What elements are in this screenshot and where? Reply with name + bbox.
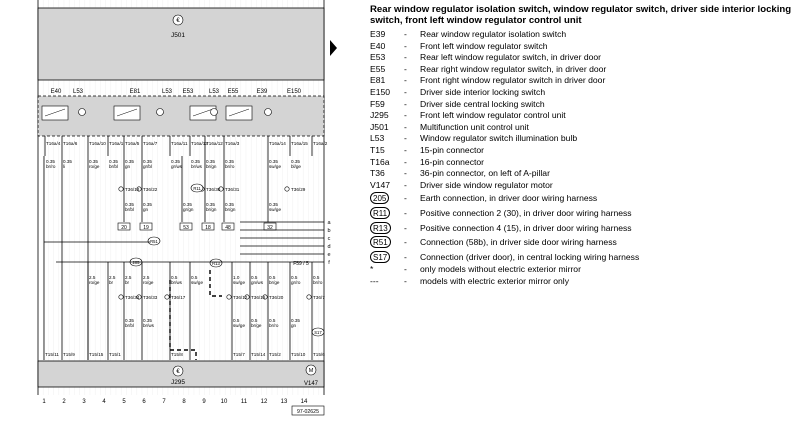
- legend-dash: -: [404, 75, 407, 86]
- bus-letter: e: [327, 252, 331, 258]
- column-number: 6: [142, 399, 146, 405]
- wire-colour: gr/ws: [171, 164, 182, 169]
- wire-colour: br/ro: [225, 164, 235, 169]
- connection-label: R13: [212, 260, 220, 266]
- column-number: 9: [202, 399, 206, 405]
- switch-label: L53: [161, 89, 173, 95]
- t16a-pin-label: T16a/4: [46, 141, 61, 146]
- legend-list: [370, 29, 795, 287]
- t16a-pin-label: T16a/15: [291, 141, 308, 146]
- t15-pin-label: T15/2: [269, 352, 281, 357]
- legend-description: Driver side interior locking switch: [420, 86, 546, 97]
- wire-colour: ro/ge: [89, 164, 100, 169]
- t36-pin-label: T36/34: [125, 295, 140, 300]
- legend-code: E53: [370, 52, 386, 63]
- wire-colour: gr/ro: [291, 280, 301, 285]
- column-number: 7: [162, 399, 166, 405]
- legend-item: [370, 122, 795, 134]
- legend-description: Connection (driver door), in central locking wiring harness: [420, 251, 640, 262]
- wire-colour: li: [63, 164, 66, 169]
- t15-pin-label: T15/14: [251, 352, 266, 357]
- wire-colour: br/ws: [191, 164, 202, 169]
- wire-gauge: 0.35: [269, 159, 278, 164]
- column-number: 1: [42, 399, 46, 405]
- legend-dash: -: [404, 121, 407, 132]
- connection-label: S17: [314, 329, 322, 335]
- legend-description: Front right window regulator switch in driver door: [420, 75, 606, 86]
- wire-gauge: 0.35: [125, 318, 134, 323]
- column-number: 12: [260, 399, 268, 405]
- legend-dash: -: [404, 207, 407, 218]
- wire-gauge: 0.5: [291, 275, 298, 280]
- wire-colour: gr/gn: [183, 207, 194, 212]
- column-number: 2: [62, 399, 66, 405]
- legend-item: [370, 87, 795, 99]
- t15-pin-label: T15/15: [89, 352, 104, 357]
- legend-description: 15-pin connector: [420, 144, 485, 155]
- legend-dash: -: [404, 264, 407, 275]
- t15-pin-label: T15/10: [291, 352, 306, 357]
- legend-dash: -: [404, 98, 407, 109]
- switch-label: E55: [227, 89, 239, 95]
- legend-description: Positive connection 4 (15), in driver door wiring harness: [420, 222, 632, 233]
- wire-gauge: 0.5: [171, 275, 178, 280]
- legend-dash: -: [404, 86, 407, 97]
- wire-gauge: 0.5: [313, 275, 320, 280]
- wire-colour: br: [125, 280, 130, 285]
- optional-wire: [210, 270, 222, 296]
- legend-item: [370, 180, 795, 192]
- legend-code: T36: [370, 168, 385, 179]
- wire-gauge: 0.35: [206, 159, 215, 164]
- column-number: 10: [220, 399, 228, 405]
- bulb-icon: [79, 109, 86, 116]
- wire-gauge: 0.5: [233, 318, 240, 323]
- legend-connection-item: [370, 206, 795, 221]
- legend-description: Rear right window regulator switch, in driver door: [420, 63, 607, 74]
- t36-connector-icon: [165, 295, 169, 299]
- fuse-label: F59 / 5: [293, 261, 309, 267]
- legend-code: ---: [370, 275, 379, 286]
- motor-symbol: M: [308, 368, 314, 374]
- j501-label: J501: [170, 32, 186, 39]
- legend-code: J501: [370, 121, 389, 132]
- t16a-pin-label: T16a/11: [171, 141, 188, 146]
- wire-gauge: 0.35: [63, 159, 72, 164]
- legend-code: E150: [370, 86, 391, 97]
- legend-description: Multifunction unit control unit: [420, 121, 529, 132]
- wire-gauge: 0.35: [89, 159, 98, 164]
- t16a-pin-label: T16a/7: [143, 141, 158, 146]
- column-number: 13: [280, 399, 288, 405]
- bus-letter: d: [327, 244, 331, 250]
- legend-code: R11: [370, 206, 390, 221]
- t16a-pin-label: T16a/12: [206, 141, 223, 146]
- wire-gauge: 2.5: [143, 275, 150, 280]
- bus-letter: a: [327, 220, 331, 226]
- wire-gauge: 0.35: [191, 159, 200, 164]
- legend-item: [370, 41, 795, 53]
- wire-gauge: 0.35: [143, 318, 152, 323]
- t36-pin-label: T36/22: [143, 187, 158, 192]
- wire-colour: br/bl: [125, 323, 134, 328]
- wire-colour: br/ro: [46, 164, 56, 169]
- ref-box-label: 53: [183, 225, 189, 231]
- legend-description: models with electric exterior mirror only: [420, 275, 569, 286]
- t15-pin-label: T15/1: [109, 352, 121, 357]
- legend-code: L53: [370, 133, 385, 144]
- switch-label: E81: [129, 89, 141, 95]
- legend-dash: -: [404, 110, 407, 121]
- switch-label: E40: [50, 89, 62, 95]
- t36-connector-icon: [227, 295, 231, 299]
- legend-description: Front left window regulator control unit: [420, 110, 566, 121]
- wire-colour: sw/ge: [269, 164, 282, 169]
- column-number: 4: [102, 399, 106, 405]
- doc-ref-label: 97-02625: [297, 409, 319, 415]
- wire-gauge: 0.35: [143, 202, 152, 207]
- ref-box-label: 32: [267, 225, 273, 231]
- legend-dash: -: [404, 63, 407, 74]
- legend-description: Front left window regulator switch: [420, 40, 548, 51]
- t15-pin-label: T15/9: [63, 352, 75, 357]
- wire-colour: bl/ge: [291, 164, 301, 169]
- legend-connection-item: [370, 191, 795, 206]
- wire-colour: br/ws: [143, 323, 154, 328]
- legend-dash: -: [404, 29, 407, 39]
- wire-colour: sw/ge: [233, 280, 246, 285]
- t36-pin-label: T36/31: [225, 187, 240, 192]
- wire-colour: br/bl: [109, 164, 118, 169]
- motor-label: V147: [303, 381, 319, 387]
- switch-bank: [38, 96, 324, 136]
- legend-item: [370, 168, 795, 180]
- legend-title: Rear window regulator isolation switch, window regulator switch, driver side interior locking switch, front left window regulator control unit: [370, 4, 792, 26]
- t16a-pin-label: T16a/5: [125, 141, 140, 146]
- t15-pin-label: T15/7: [233, 352, 245, 357]
- t36-connector-icon: [119, 295, 123, 299]
- wire-gauge: 0.5: [269, 318, 276, 323]
- legend-description: Driver side central locking switch: [420, 98, 545, 109]
- legend-dash: -: [404, 179, 407, 190]
- wire-colour: ro/ge: [89, 280, 100, 285]
- switch-icon: [114, 106, 140, 120]
- ref-box-label: 19: [143, 225, 149, 231]
- t15-pin-label: T15/6: [313, 352, 325, 357]
- t36-connector-icon: [307, 295, 311, 299]
- wire-colour: gn: [143, 207, 149, 212]
- t16a-pin-label: T16a/14: [269, 141, 286, 146]
- ref-box-label: 18: [205, 225, 211, 231]
- ref-box-label: 48: [225, 225, 231, 231]
- wire-colour: br/gn: [206, 164, 217, 169]
- wire-colour: br: [109, 280, 114, 285]
- legend-panel: [370, 4, 795, 287]
- wire-colour: sw/ge: [233, 323, 246, 328]
- legend-code: *: [370, 264, 374, 275]
- t15-pin-label: T15/11: [45, 352, 59, 357]
- legend-code: J295: [370, 110, 389, 121]
- t36-pin-label: T36/33: [143, 295, 158, 300]
- legend-code: 205: [370, 191, 389, 206]
- switch-label: E150: [286, 89, 302, 95]
- wire-gauge: 2.5: [125, 275, 132, 280]
- switch-label: E39: [256, 89, 268, 95]
- t36-connector-icon: [119, 187, 123, 191]
- legend-connection-item: [370, 235, 795, 250]
- t16a-pin-label: T16a/3: [225, 141, 240, 146]
- wire-gauge: 0.5: [251, 318, 258, 323]
- bus-letter: f: [328, 260, 330, 266]
- wire-gauge: 0.35: [206, 202, 215, 207]
- legend-description: 16-pin connector: [420, 156, 485, 167]
- wire-colour: br/ro: [313, 280, 323, 285]
- legend-code: E39: [370, 29, 386, 39]
- optional-wire: [170, 280, 196, 360]
- wire-colour: br/ge: [269, 280, 280, 285]
- legend-note: [370, 276, 795, 288]
- legend-item: [370, 52, 795, 64]
- legend-dash: -: [404, 237, 407, 248]
- legend-item: [370, 145, 795, 157]
- wire-gauge: 0.35: [225, 159, 234, 164]
- legend-dash: -: [404, 144, 407, 155]
- wire-colour: br/gn: [225, 207, 236, 212]
- t36-pin-label: T36/20: [269, 295, 284, 300]
- t36-pin-label: T36/17: [171, 295, 186, 300]
- switch-label: E53: [182, 89, 194, 95]
- legend-item: [370, 133, 795, 145]
- wire-gauge: 0.35: [269, 202, 278, 207]
- wire-gauge: 0.35: [225, 202, 234, 207]
- wire-colour: gn: [125, 164, 131, 169]
- wire-gauge: 2.5: [109, 275, 116, 280]
- legend-code: R51: [370, 235, 391, 250]
- wire-gauge: 0.35: [125, 159, 134, 164]
- connection-label: R51: [150, 238, 158, 244]
- wire-colour: br/ge: [251, 323, 262, 328]
- wire-gauge: 0.5: [251, 275, 258, 280]
- wire-colour: br/ws: [171, 280, 182, 285]
- column-number: 3: [82, 399, 86, 405]
- wire-colour: br/bl: [125, 207, 134, 212]
- legend-code: F59: [370, 98, 385, 109]
- connection-label: R11: [193, 185, 201, 191]
- wire-gauge: 0.35: [143, 159, 152, 164]
- t16a-pin-label: T16a/1: [109, 141, 124, 146]
- t36-pin-label: T36/30: [206, 187, 221, 192]
- arrow-right-icon: [330, 40, 337, 56]
- wire-colour: sw/ge: [269, 207, 282, 212]
- wire-gauge: 0.5: [191, 275, 198, 280]
- switch-label: L53: [208, 89, 220, 95]
- legend-dash: -: [404, 222, 407, 233]
- switch-icon: [42, 106, 68, 120]
- wire-colour: br/ro: [269, 323, 279, 328]
- ground-symbol: €: [176, 369, 180, 375]
- column-number: 8: [182, 399, 186, 405]
- bus-letter: b: [327, 228, 331, 234]
- ref-box-label: 20: [121, 225, 127, 231]
- bulb-icon: [211, 109, 218, 116]
- t15-pin-label: T15/8: [171, 352, 183, 357]
- bus-letter: c: [327, 236, 331, 242]
- column-number: 11: [240, 399, 248, 405]
- legend-description: 36-pin connector, on left of A-pillar: [420, 168, 550, 179]
- legend-dash: -: [404, 193, 407, 204]
- legend-note: [370, 264, 795, 276]
- legend-dash: -: [404, 156, 407, 167]
- ground-symbol: €: [176, 18, 180, 24]
- wire-gauge: 0.35: [46, 159, 55, 164]
- legend-dash: -: [404, 52, 407, 63]
- t16a-pin-label: T16a/10: [89, 141, 106, 146]
- legend-item: [370, 110, 795, 122]
- legend-code: E81: [370, 75, 386, 86]
- legend-description: Positive connection 2 (30), in driver door wiring harness: [420, 207, 632, 218]
- legend-dash: -: [404, 251, 407, 262]
- switch-label: L53: [72, 89, 84, 95]
- switch-icon: [226, 106, 252, 120]
- wiring-diagram: [0, 0, 330, 425]
- t16a-pin-label: T16a/6: [63, 141, 78, 146]
- legend-description: Window regulator switch illumination bulb: [420, 133, 578, 144]
- legend-description: Rear left window regulator switch, in driver door: [420, 52, 602, 63]
- legend-description: Connection (58b), in driver side door wiring harness: [420, 237, 617, 248]
- wire-gauge: 0.35: [109, 159, 118, 164]
- wire-colour: sw/ge: [191, 280, 204, 285]
- wire-colour: gn/ws: [251, 280, 264, 285]
- wire-colour: gr/bl: [143, 164, 152, 169]
- legend-item: [370, 29, 795, 41]
- legend-description: Earth connection, in driver door wiring harness: [420, 193, 598, 204]
- connection-label: 205: [132, 259, 140, 265]
- wire-gauge: 0.35: [291, 318, 300, 323]
- j295-label: J295: [170, 379, 186, 386]
- wire-gauge: 0.35: [291, 159, 300, 164]
- bulb-icon: [265, 109, 272, 116]
- legend-description: only models without electric exterior mirror: [420, 264, 581, 275]
- legend-code: E55: [370, 63, 386, 74]
- legend-description: Rear window regulator isolation switch: [420, 29, 567, 39]
- t36-pin-label: T36/12: [233, 295, 248, 300]
- legend-item: [370, 64, 795, 76]
- legend-item: [370, 157, 795, 169]
- t36-pin-label: T36/29: [291, 187, 306, 192]
- t36-pin-label: T36/18: [125, 187, 140, 192]
- legend-item: [370, 75, 795, 87]
- legend-connection-item: [370, 250, 795, 265]
- wire-gauge: 1.0: [233, 275, 240, 280]
- t36-connector-icon: [285, 187, 289, 191]
- legend-code: T16a: [370, 156, 390, 167]
- wire-gauge: 0.35: [171, 159, 180, 164]
- legend-code: S17: [370, 250, 390, 265]
- legend-code: R13: [370, 221, 391, 236]
- t16a-pin-label: T16a/2: [313, 141, 328, 146]
- legend-dash: -: [404, 168, 407, 179]
- t36-pin-label: T36/16: [251, 295, 266, 300]
- legend-description: Driver side window regulator motor: [420, 179, 553, 190]
- wire-gauge: 0.35: [183, 202, 192, 207]
- legend-code: T15: [370, 144, 385, 155]
- wire-gauge: 0.35: [125, 202, 134, 207]
- legend-dash: -: [404, 133, 407, 144]
- t16a-pin-label: T16a/13: [191, 141, 208, 146]
- legend-item: [370, 99, 795, 111]
- column-number: 14: [300, 399, 308, 405]
- legend-dash: -: [404, 275, 407, 286]
- bulb-icon: [157, 109, 164, 116]
- legend-dash: -: [404, 40, 407, 51]
- column-number: 5: [122, 399, 126, 405]
- wire-colour: gn: [291, 323, 297, 328]
- wire-gauge: 2.5: [89, 275, 96, 280]
- wire-gauge: 0.5: [269, 275, 276, 280]
- legend-code: V147: [370, 179, 391, 190]
- t36-pin-label: T36/7: [313, 295, 325, 300]
- wire-colour: ro/ge: [143, 280, 154, 285]
- legend-code: E40: [370, 40, 386, 51]
- legend-connection-item: [370, 221, 795, 236]
- wire-colour: br/gn: [206, 207, 217, 212]
